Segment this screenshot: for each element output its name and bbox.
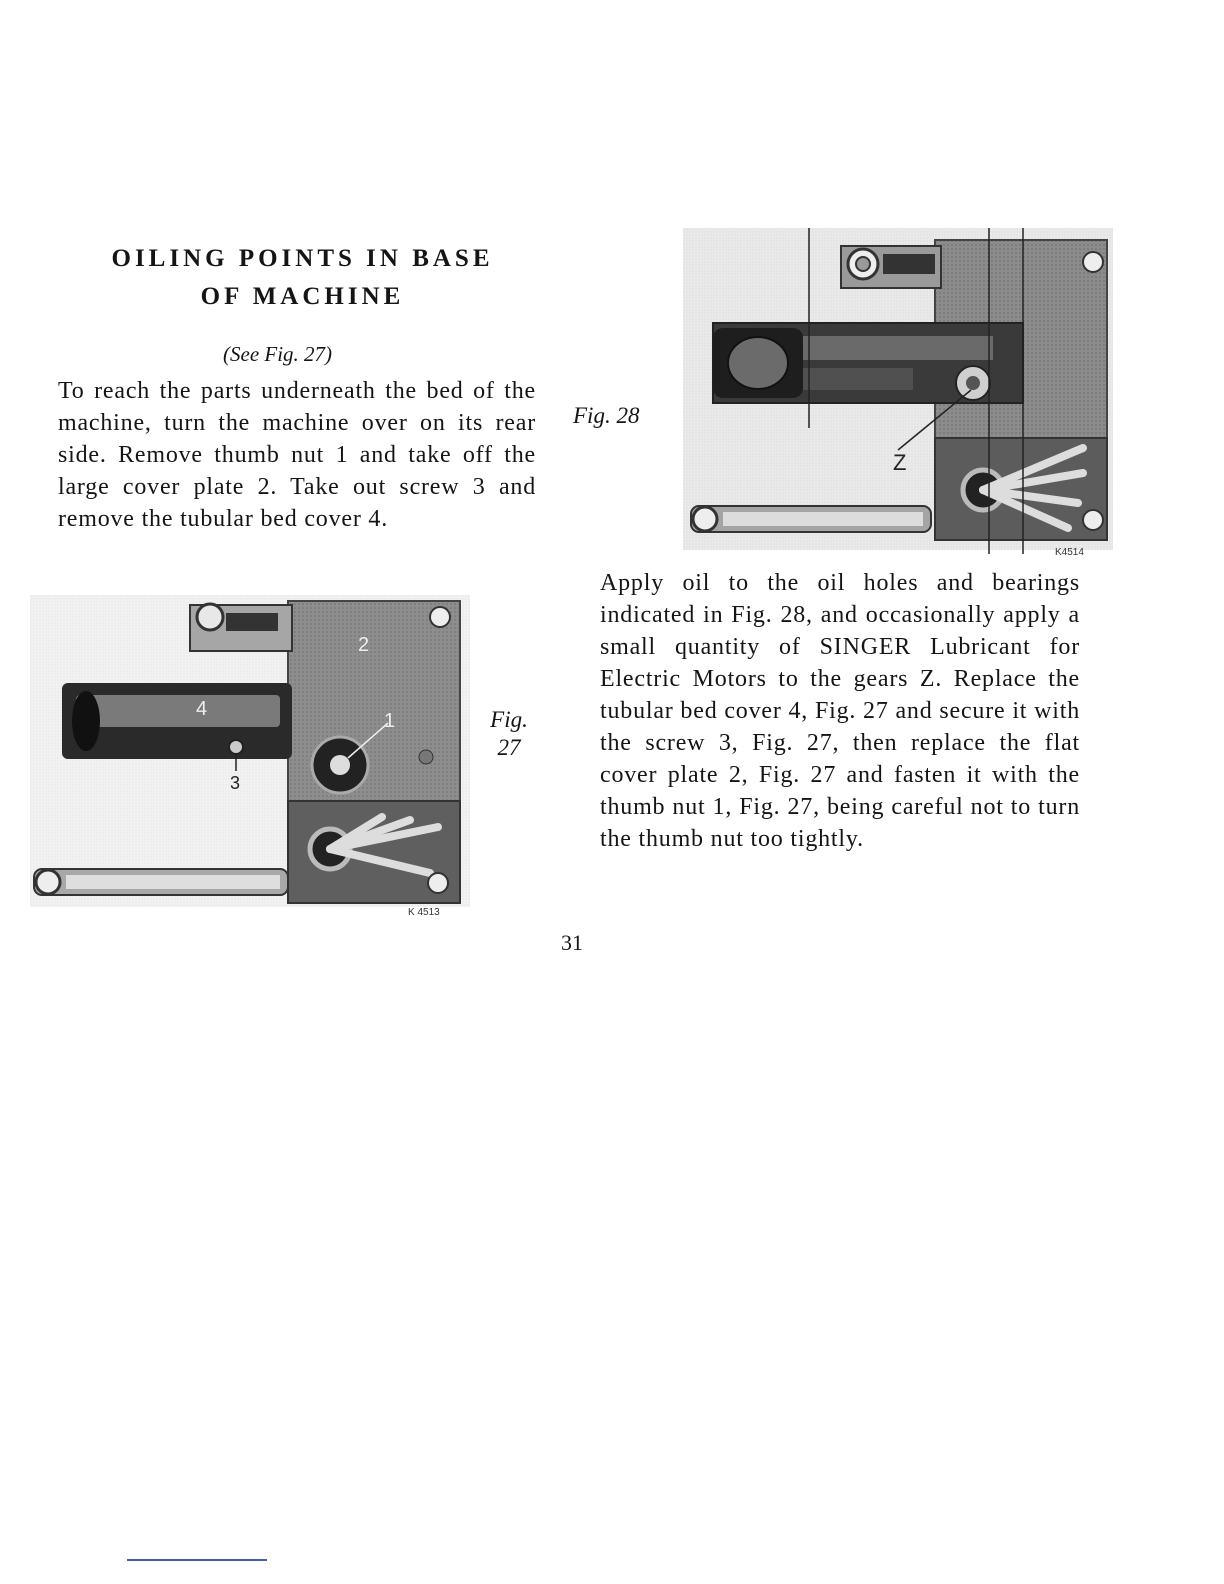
page-number: 31 bbox=[561, 930, 583, 955]
fig-27-callout-1: 1 bbox=[384, 710, 396, 732]
heading-line-2: OF MACHINE bbox=[200, 283, 405, 310]
page-heading bbox=[60, 240, 545, 316]
heading-line-1: OILING POINTS IN BASE bbox=[111, 245, 494, 272]
figure-reference: (See Fig. 27) bbox=[223, 342, 333, 366]
instructions-paragraph-left: To reach the parts underneath the bed of the machine, turn the machine over on its rear side. Remove thumb nut 1 and take off the large cover plate 2. Take out screw 3 and remove the tubular bed cover 4. bbox=[58, 378, 536, 532]
fig-28-code: K4514 bbox=[1055, 547, 1084, 558]
fig-28-caption: Fig. 28 bbox=[573, 403, 640, 428]
fig-28-callout-z: Z bbox=[893, 450, 907, 475]
fig-27-callout-2: 2 bbox=[358, 634, 370, 656]
fig-27-code: K 4513 bbox=[408, 907, 440, 918]
fig-28-photo bbox=[683, 228, 1113, 558]
fig-27-callout-4: 4 bbox=[196, 698, 208, 720]
fig-27-caption-line-2: 27 bbox=[497, 735, 521, 760]
footer-rule bbox=[127, 1559, 267, 1561]
fig-27-callout-3: 3 bbox=[230, 773, 241, 793]
fig-27-caption bbox=[485, 706, 533, 762]
instructions-paragraph-right: Apply oil to the oil holes and bearings indicated in Fig. 28, and occasionally apply a small quantity of SINGER Lubricant for Electric Motors to the gears Z. Replace the tubular bed cover 4, Fig. 27 and secure it with the screw 3, Fig. 27, then replace the flat cover plate 2, Fig. 27 and fasten it with the thumb nut 1, Fig. 27, being careful not to turn the thumb nut too tightly. bbox=[600, 570, 1080, 852]
fig-27-caption-line-1: Fig. bbox=[490, 707, 528, 732]
fig-27-photo bbox=[30, 595, 470, 925]
